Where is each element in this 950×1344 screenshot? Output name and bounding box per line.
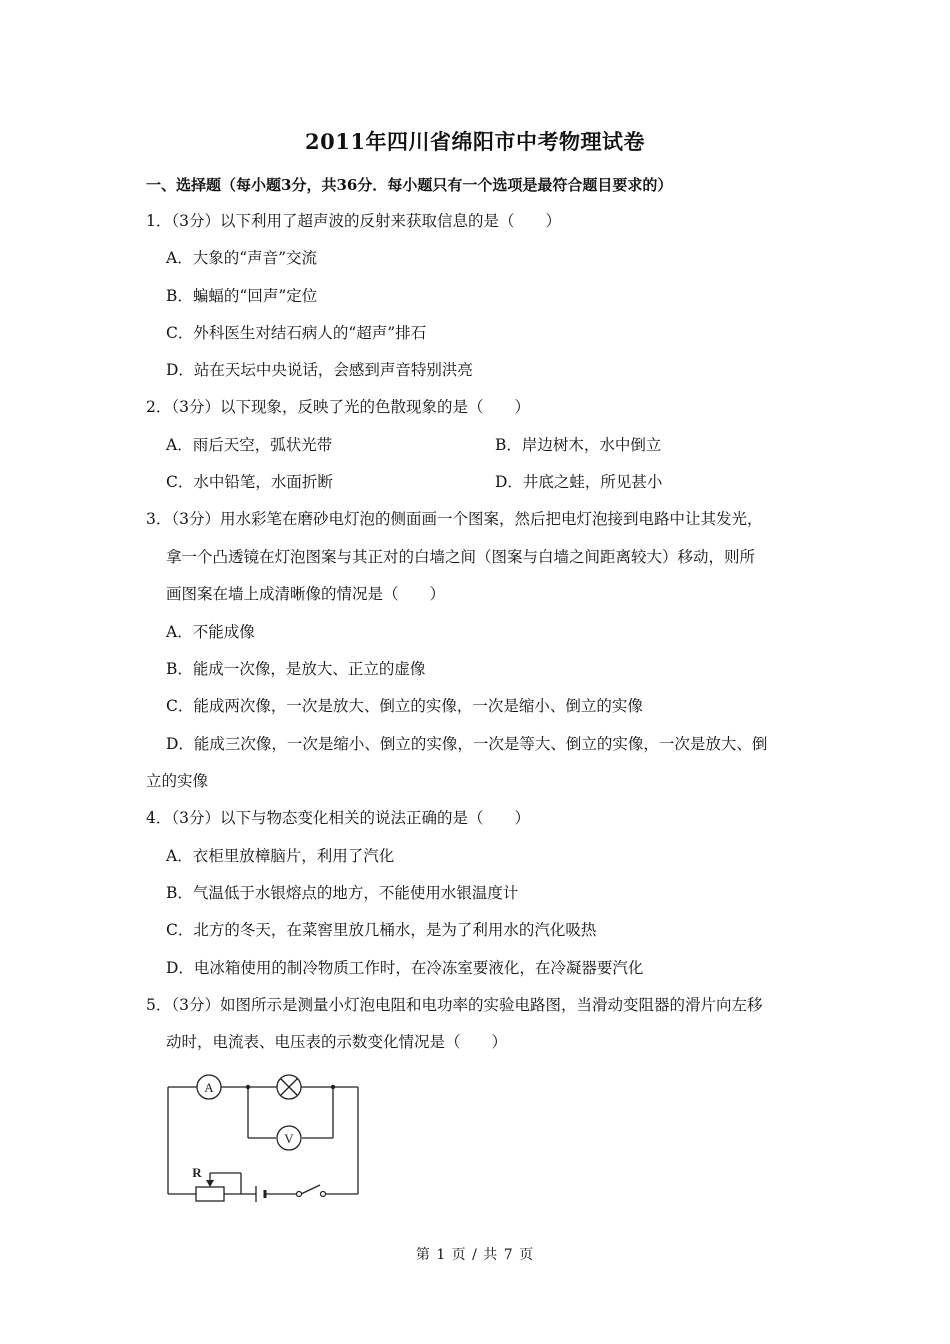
question-5-stem: 5．（3分）如图所示是测量小灯泡电阻和电功率的实验电路图，当滑动变阻器的滑片向左移 — [146, 996, 763, 1014]
question-2-option-d: D．井底之蛙，所见甚小 — [495, 473, 663, 491]
switch-icon — [297, 1192, 326, 1197]
rheostat-label: R — [192, 1165, 202, 1180]
junction-left — [246, 1085, 250, 1089]
question-4-stem: 4．（3分）以下与物态变化相关的说法正确的是（ ） — [146, 809, 530, 827]
question-2-option-c: C．水中铅笔，水面折断 — [166, 473, 333, 491]
question-1-option-c: C．外科医生对结石病人的“超声”排石 — [166, 324, 427, 342]
ammeter-icon — [197, 1075, 221, 1099]
question-2-option-a: A．雨后天空，弧状光带 — [166, 436, 333, 454]
question-1-option-a: A．大象的“声音”交流 — [166, 249, 318, 267]
circuit-diagram — [155, 1070, 375, 1210]
question-3-stem-cont-2: 画图案在墙上成清晰像的情况是（ ） — [166, 585, 446, 603]
rheostat-icon — [192, 1165, 224, 1201]
question-5-stem-cont: 动时，电流表、电压表的示数变化情况是（ ） — [166, 1033, 508, 1051]
question-4-option-c: C．北方的冬天，在菜窖里放几桶水，是为了利用水的汽化吸热 — [166, 921, 597, 939]
question-3-stem: 3．（3分）用水彩笔在磨砂电灯泡的侧面画一个图案，然后把电灯泡接到电路中让其发光， — [146, 510, 763, 528]
voltmeter-label: V — [284, 1131, 294, 1146]
question-1-option-b: B．蝙蝠的“回声”定位 — [166, 287, 318, 305]
lamp-icon — [277, 1075, 301, 1099]
junction-right — [331, 1085, 335, 1089]
question-3-option-b: B．能成一次像，是放大、正立的虚像 — [166, 660, 426, 678]
question-4-option-d: D．电冰箱使用的制冷物质工作时，在冷冻室要液化，在冷凝器要汽化 — [166, 959, 644, 977]
battery-icon — [256, 1186, 265, 1202]
question-3-option-a: A．不能成像 — [166, 623, 255, 641]
page-footer: 第 1 页 / 共 7 页 — [415, 1247, 535, 1263]
question-4-option-b: B．气温低于水银熔点的地方，不能使用水银温度计 — [166, 884, 519, 902]
page-title: 2011年四川省绵阳市中考物理试卷 — [305, 129, 645, 154]
question-3-option-c: C．能成两次像，一次是放大、倒立的实像，一次是缩小、倒立的实像 — [166, 697, 643, 715]
question-3-option-d: D．能成三次像，一次是缩小、倒立的实像，一次是等大、倒立的实像，一次是放大、倒 — [166, 735, 768, 753]
question-1-option-d: D．站在天坛中央说话，会感到声音特别洪亮 — [166, 361, 473, 379]
question-2-option-b: B．岸边树木，水中倒立 — [495, 436, 662, 454]
question-3-stem-cont-1: 拿一个凸透镜在灯泡图案与其正对的白墙之间（图案与白墙之间距离较大）移动，则所 — [166, 548, 756, 566]
question-4-option-a: A．衣柜里放樟脑片，利用了汽化 — [166, 847, 395, 865]
voltmeter-icon — [277, 1126, 301, 1150]
ammeter-label: A — [204, 1080, 214, 1095]
question-2-stem: 2．（3分）以下现象，反映了光的色散现象的是（ ） — [146, 398, 530, 416]
section-heading: 一、选择题（每小题3分，共36分．每小题只有一个选项是最符合题目要求的） — [146, 176, 673, 194]
question-1-stem: 1．（3分）以下利用了超声波的反射来获取信息的是（ ） — [146, 212, 561, 230]
question-3-option-d-wrap: 立的实像 — [146, 772, 209, 790]
